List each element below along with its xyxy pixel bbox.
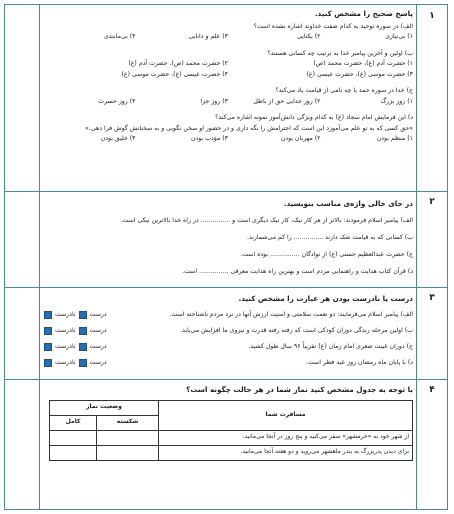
false-label: نادرست (55, 326, 76, 334)
option[interactable]: ۲) مهربان بودن (280, 135, 321, 142)
broken-cell[interactable] (97, 445, 159, 460)
option[interactable]: ۱) بی‌نیازی (385, 33, 413, 40)
prayer-table (49, 400, 413, 461)
question-text: د) این فرمایش امام سجاد (ع) به کدام ویژگی دانش‌آموز نمونه اشاره می‌کند؟ (215, 114, 413, 121)
option[interactable]: ۱) حضرت آدم (ع)، حضرت محمد (ص) (313, 60, 413, 67)
true-false-choices (43, 355, 107, 371)
true-false-item (43, 323, 413, 339)
false-checkbox[interactable] (44, 327, 52, 335)
true-false-choices (43, 307, 107, 323)
question-number: ۴ (429, 385, 435, 395)
fill-blank-item[interactable]: ب) کسانی که به قیامت شک دارند ............... را کم می‌شمارند. (246, 233, 413, 241)
question-number: ۲ (429, 197, 435, 207)
travel-cell: از شهر خود به «خرمشهر» سفر می‌کنید و پنج روز در آنجا می‌مانید. (158, 430, 412, 445)
question-content (43, 5, 413, 145)
statement: ب) اولین مرحله زندگی دوران کودکی است که رفته رفته قدرت و نیروی ما افزایش می‌یابد. (180, 326, 413, 334)
options-row (43, 134, 413, 145)
travel-cell: برای دیدن پدربزرگ به بندر ماهشهر می‌روید و دو هفته آنجا می‌مانید. (158, 445, 412, 460)
option[interactable]: ۴) حضرت عیسی (ع)، حضرت موسی (ع) (121, 70, 228, 78)
option[interactable]: ۳) مؤدب بودن (191, 135, 228, 142)
column-header-broken: شکسته (97, 415, 159, 430)
broken-cell[interactable] (97, 430, 159, 445)
question-title: در جای خالی واژه‌ی مناسب بنویسید. (283, 199, 413, 208)
fill-blank-item[interactable]: ج) حضرت عبدالعظیم حسنی (ع) از نوادگان ............... بوده است. (240, 250, 413, 258)
option[interactable]: ۳) حضرت موسی (ع)، حضرت عیسی (ع) (306, 70, 413, 78)
question-text: ب) اولین و آخرین پیامبر خدا به ترتیب چه کسانی هستند؟ (267, 49, 413, 57)
true-label: درست (89, 326, 107, 334)
column-header-full: کامل (50, 415, 97, 430)
question-content (43, 287, 413, 371)
options-row (43, 32, 413, 43)
false-checkbox[interactable] (44, 343, 52, 351)
fill-blank-item[interactable]: د) قرآن کتاب هدایت و راهنمایی مردم است و بهترین راه هدایت معرفی ............... است. (182, 267, 413, 275)
table-row (50, 430, 413, 445)
true-label: درست (89, 310, 107, 318)
question-content (49, 379, 413, 461)
option[interactable]: ۴) روز حسرت (98, 97, 136, 105)
true-label: درست (89, 358, 107, 366)
true-checkbox[interactable] (79, 359, 87, 367)
options-row (43, 70, 413, 81)
true-false-choices (43, 323, 107, 339)
full-cell[interactable] (50, 445, 97, 460)
false-checkbox[interactable] (44, 311, 52, 319)
true-false-item (43, 355, 413, 371)
exam-sheet (4, 4, 448, 510)
question-row-1 (5, 5, 447, 192)
question-number: ۳ (429, 293, 435, 303)
column-header-status: وضعیت نماز (50, 400, 159, 415)
option[interactable]: ۳) علم و دانایی (188, 33, 228, 40)
question-row-2 (5, 191, 447, 288)
false-label: نادرست (55, 310, 76, 318)
statement: د) با پایان ماه رمضان روز عید فطر است. (306, 358, 413, 366)
option[interactable]: ۱) روز بزرگ (380, 97, 413, 105)
true-checkbox[interactable] (79, 311, 87, 319)
options-row (43, 97, 413, 108)
false-label: نادرست (55, 342, 76, 350)
option[interactable]: ۲) حضرت محمد (ص)، حضرت آدم (ع) (128, 60, 228, 67)
option[interactable]: ۲) یکتایی (297, 33, 321, 40)
option[interactable]: ۴) بی‌مانندی (104, 33, 136, 40)
question-title: درست یا نادرست بودن هر عبارت را مشخص کنید. (238, 294, 413, 303)
question-row-3 (5, 287, 447, 380)
false-label: نادرست (55, 358, 76, 366)
true-checkbox[interactable] (79, 343, 87, 351)
true-checkbox[interactable] (79, 327, 87, 335)
question-text: ج) خدا در سوره حمد با چه نامی از قیامت یاد می‌کند؟ (275, 87, 413, 94)
false-checkbox[interactable] (44, 359, 52, 367)
option[interactable]: ۲) روز جدایی حق از باطل (253, 97, 321, 105)
true-false-item (43, 307, 413, 323)
option[interactable]: ۴) خلیق بودن (100, 135, 136, 142)
fill-blank-item[interactable]: الف) پیامبر اسلام فرمودند: بالاتر از هر کار نیک، کار نیک دیگری است و ............... در راه خدا بالاترین نیکی است. (120, 216, 413, 224)
question-row-4 (5, 379, 447, 510)
question-title: پاسخ صحیح را مشخص کنید. (314, 9, 413, 18)
quote-text: «حق کسی که به تو علم می‌آموزد این است که احترامش را نگه داری و در حضور او سخن نگویی و به سخنانش گوش فرا دهی.» (85, 124, 413, 132)
true-label: درست (89, 342, 107, 350)
full-cell[interactable] (50, 430, 97, 445)
statement: الف) پیامبر اسلام می‌فرمایند: دو نعمت سلامتی و امنیت ارزش آنها در نزد مردم ناشناخته است. (169, 310, 413, 318)
true-false-choices (43, 339, 107, 355)
question-number: ۱ (429, 11, 435, 21)
column-header-travel: مسافرت شما (158, 400, 412, 430)
true-false-item (43, 339, 413, 355)
option[interactable]: ۳) روز جزا (200, 97, 228, 105)
question-title: با توجه به جدول مشخص کنید نماز شما در هر حالت چگونه است؟ (186, 385, 413, 394)
statement: ج) دوران غیبت صغری امام زمان (ع) تقریباً ۹۶ سال طول کشید. (248, 342, 413, 350)
question-content (43, 191, 413, 280)
options-row (43, 59, 413, 70)
question-text: الف) در سوره توحید به کدام صفت خداوند اشاره نشده است؟ (253, 22, 413, 30)
option[interactable]: ۱) منظم بودن (376, 135, 413, 142)
table-row (50, 445, 413, 460)
